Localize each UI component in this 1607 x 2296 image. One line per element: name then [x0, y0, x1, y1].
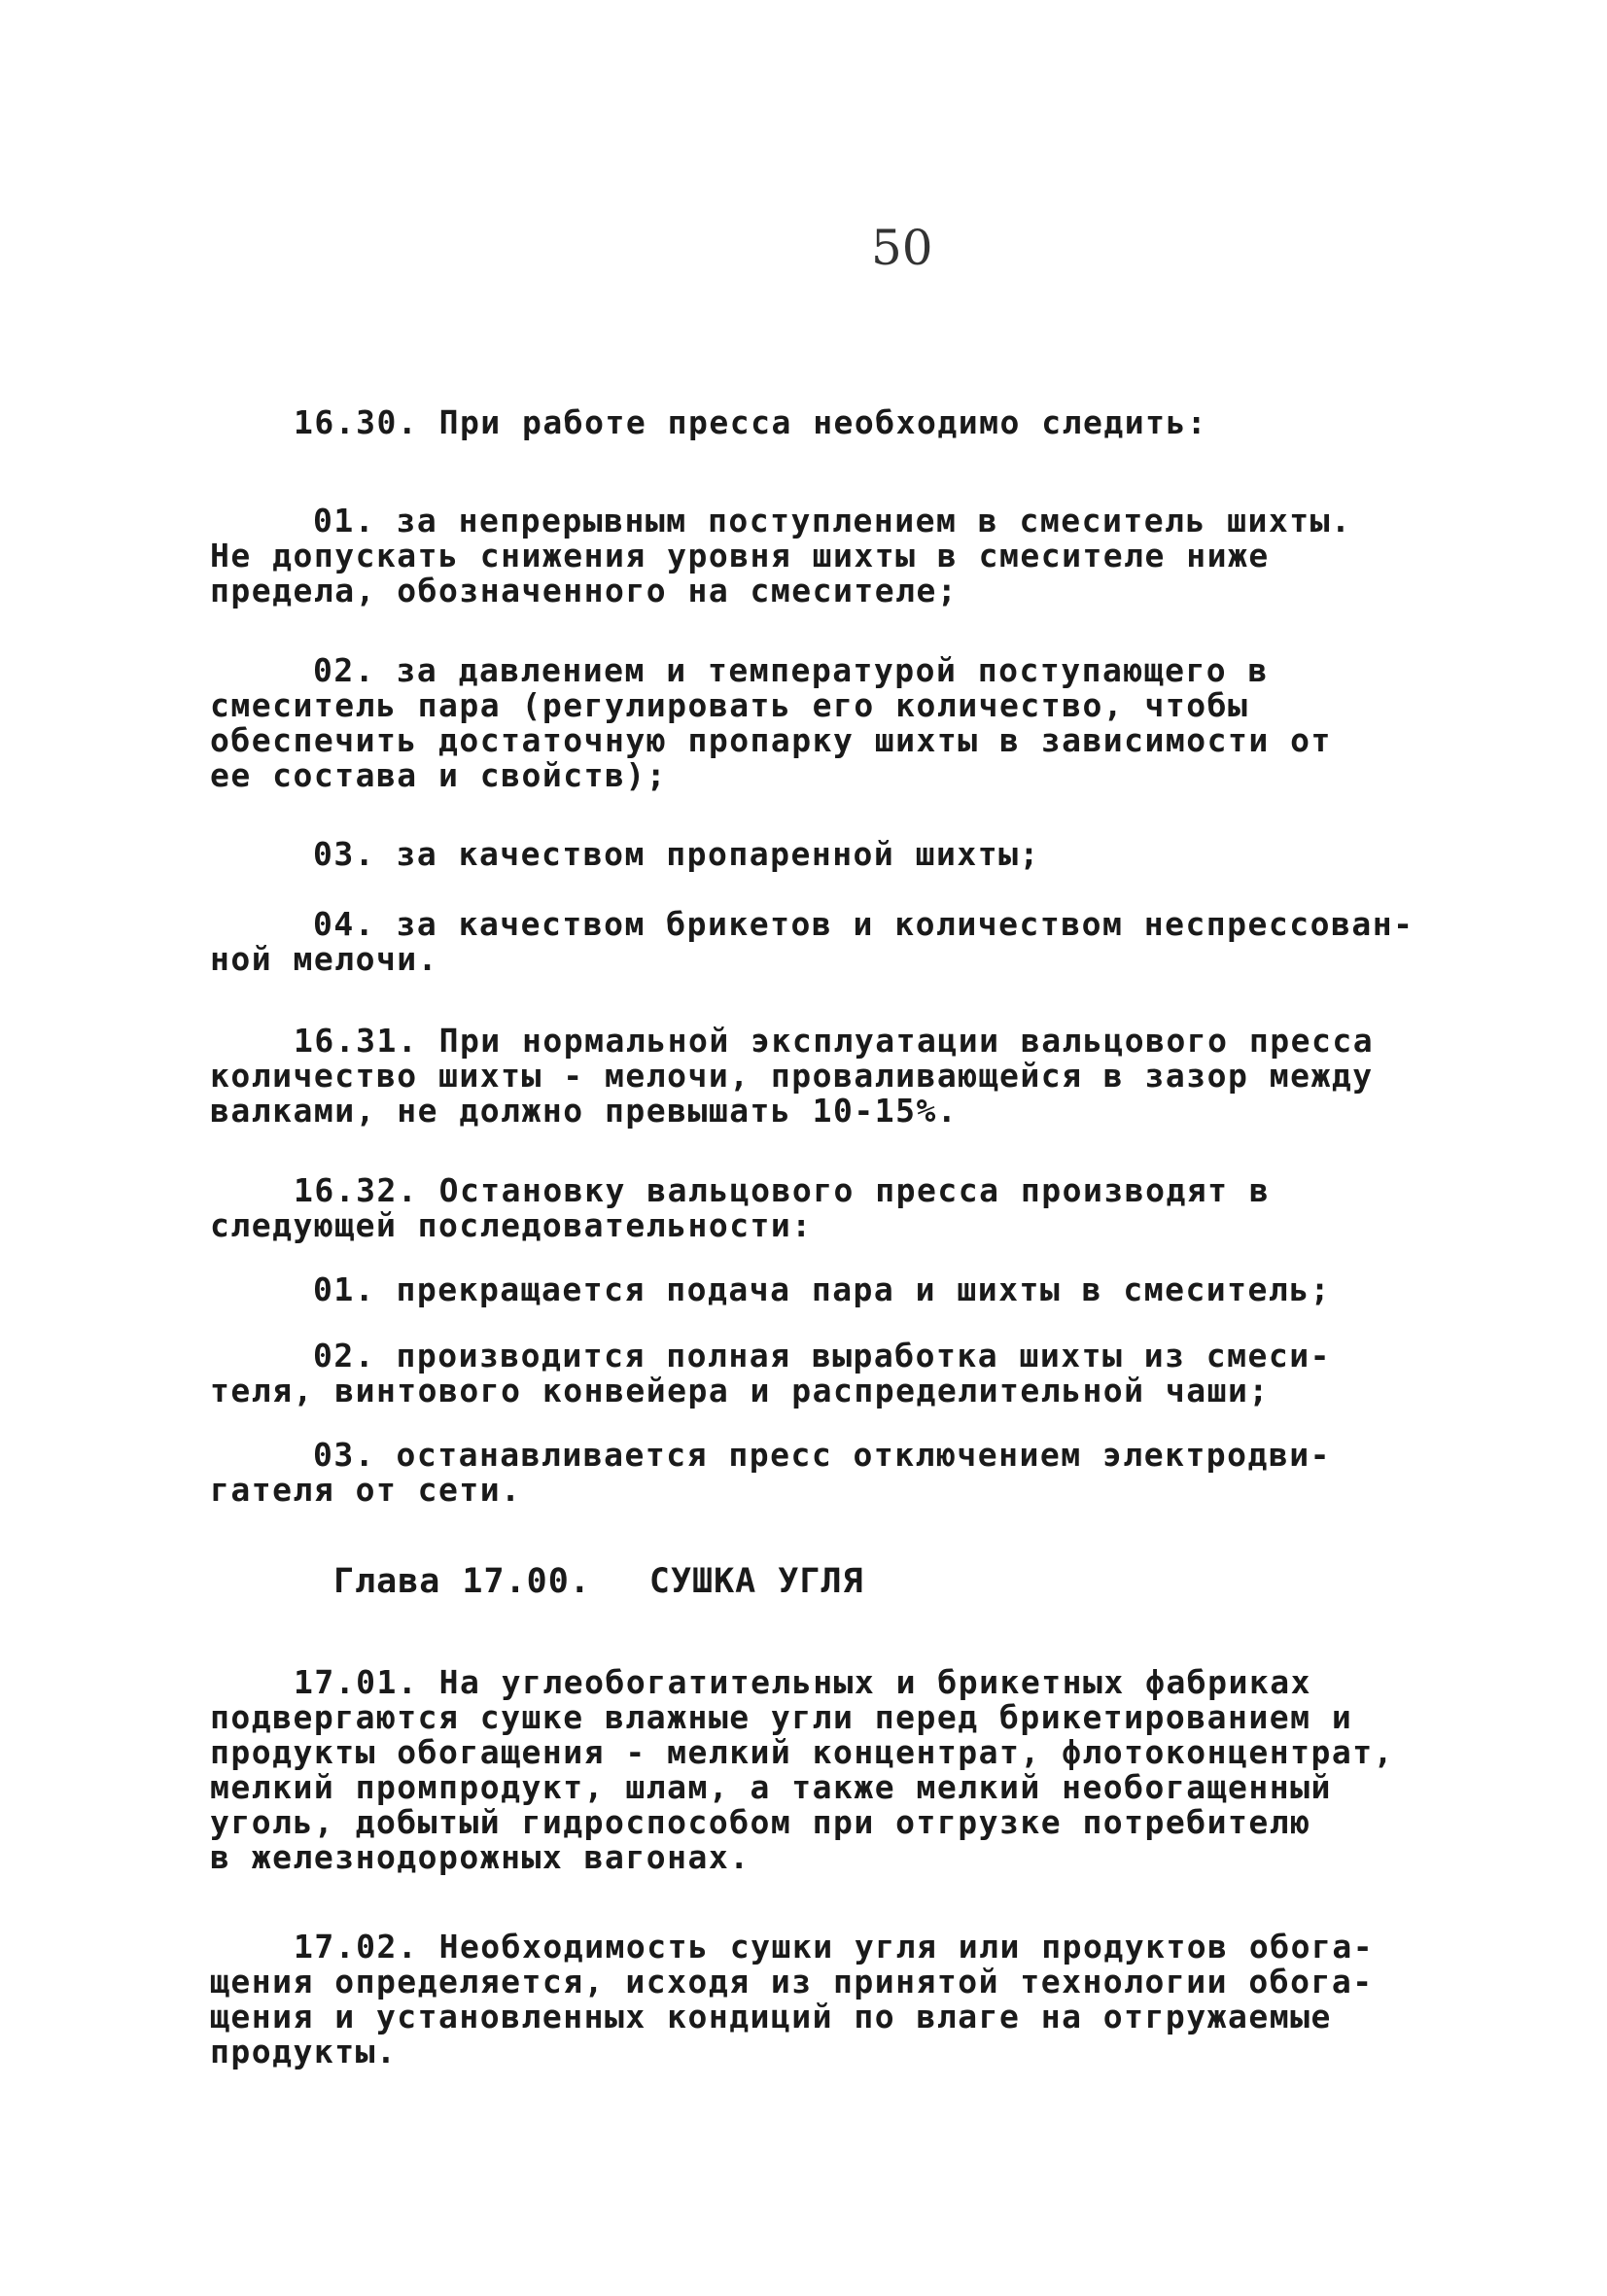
paragraph-16-31-line: количество шихты - мелочи, проваливающейся в зазор между — [210, 1057, 1374, 1095]
paragraph-16-32-item-02-line: теля, винтового конвейера и распределительной чаши; — [210, 1372, 1270, 1409]
paragraph-16-30-item-02-line: 02. за давлением и температурой поступающего в — [313, 651, 1269, 689]
paragraph-16-30-item-02-line: смеситель пара (регулировать его количество, чтобы — [210, 686, 1249, 724]
paragraph-16-32-item-03-line: гателя от сети. — [210, 1471, 522, 1509]
paragraph-17-01-line: подвергаются сушке влажные угли перед брикетированием и — [210, 1698, 1353, 1736]
paragraph-16-31-line: валками, не должно превышать 10-15%. — [210, 1092, 959, 1130]
chapter-label: Глава 17.00. — [333, 1562, 591, 1601]
paragraph-17-01-line: мелкий промпродукт, шлам, а также мелкий необогащенный — [210, 1768, 1332, 1806]
paragraph-16-30-item-01-line: 01. за непрерывным поступлением в смеситель шихты. — [313, 502, 1352, 539]
paragraph-16-30-item-02-line: ее состава и свойств); — [210, 756, 668, 794]
paragraph-16-30-item-04-line: 04. за качеством брикетов и количеством неспрессован- — [313, 905, 1415, 943]
paragraph-16-32-item-02-line: 02. производится полная выработка шихты из смеси- — [313, 1337, 1332, 1374]
chapter-title: СУШКА УГЛЯ — [648, 1562, 864, 1601]
paragraph-16-30-line: 16.30. При работе пресса необходимо следить: — [294, 403, 1208, 441]
paragraph-16-30-item-01-line: предела, обозначенного на смесителе; — [210, 572, 959, 609]
paragraph-16-30-item-03-line: 03. за качеством пропаренной шихты; — [313, 835, 1040, 873]
paragraph-17-01-line: 17.01. На углеобогатительных и брикетных фабриках — [294, 1663, 1312, 1701]
paragraph-16-31-line: 16.31. При нормальной эксплуатации вальцового пресса — [294, 1022, 1375, 1060]
paragraph-16-32-item-01-line: 01. прекращается подача пара и шихты в смеситель; — [313, 1270, 1332, 1308]
paragraph-16-32-item-03-line: 03. останавливается пресс отключением электродви- — [313, 1436, 1332, 1474]
chapter-heading — [333, 1562, 864, 1601]
paragraph-17-02-line: щения определяется, исходя из принятой технологии обога- — [210, 1963, 1374, 2000]
paragraph-17-01-line: продукты обогащения - мелкий концентрат, флотоконцентрат, — [210, 1733, 1394, 1771]
paragraph-17-02-line: щения и установленных кондиций по влаге на отгружаемые — [210, 1998, 1332, 2035]
paragraph-16-30-item-02-line: обеспечить достаточную пропарку шихты в зависимости от — [210, 721, 1332, 759]
paragraph-17-01-line: в железнодорожных вагонах. — [210, 1838, 751, 1876]
paragraph-17-02-line: 17.02. Необходимость сушки угля или продуктов обога- — [294, 1928, 1375, 1966]
paragraph-16-32-line: следующей последовательности: — [210, 1206, 813, 1244]
paragraph-16-30-item-04-line: ной мелочи. — [210, 940, 439, 978]
paragraph-17-02-line: продукты. — [210, 2033, 398, 2070]
page-number: 50 — [871, 220, 933, 276]
paragraph-16-32-line: 16.32. Остановку вальцового пресса производят в — [294, 1171, 1271, 1209]
paragraph-17-01-line: уголь, добытый гидроспособом при отгрузке потребителю — [210, 1803, 1311, 1841]
paragraph-16-30-item-01-line: Не допускать снижения уровня шихты в смесителе ниже — [210, 537, 1270, 574]
